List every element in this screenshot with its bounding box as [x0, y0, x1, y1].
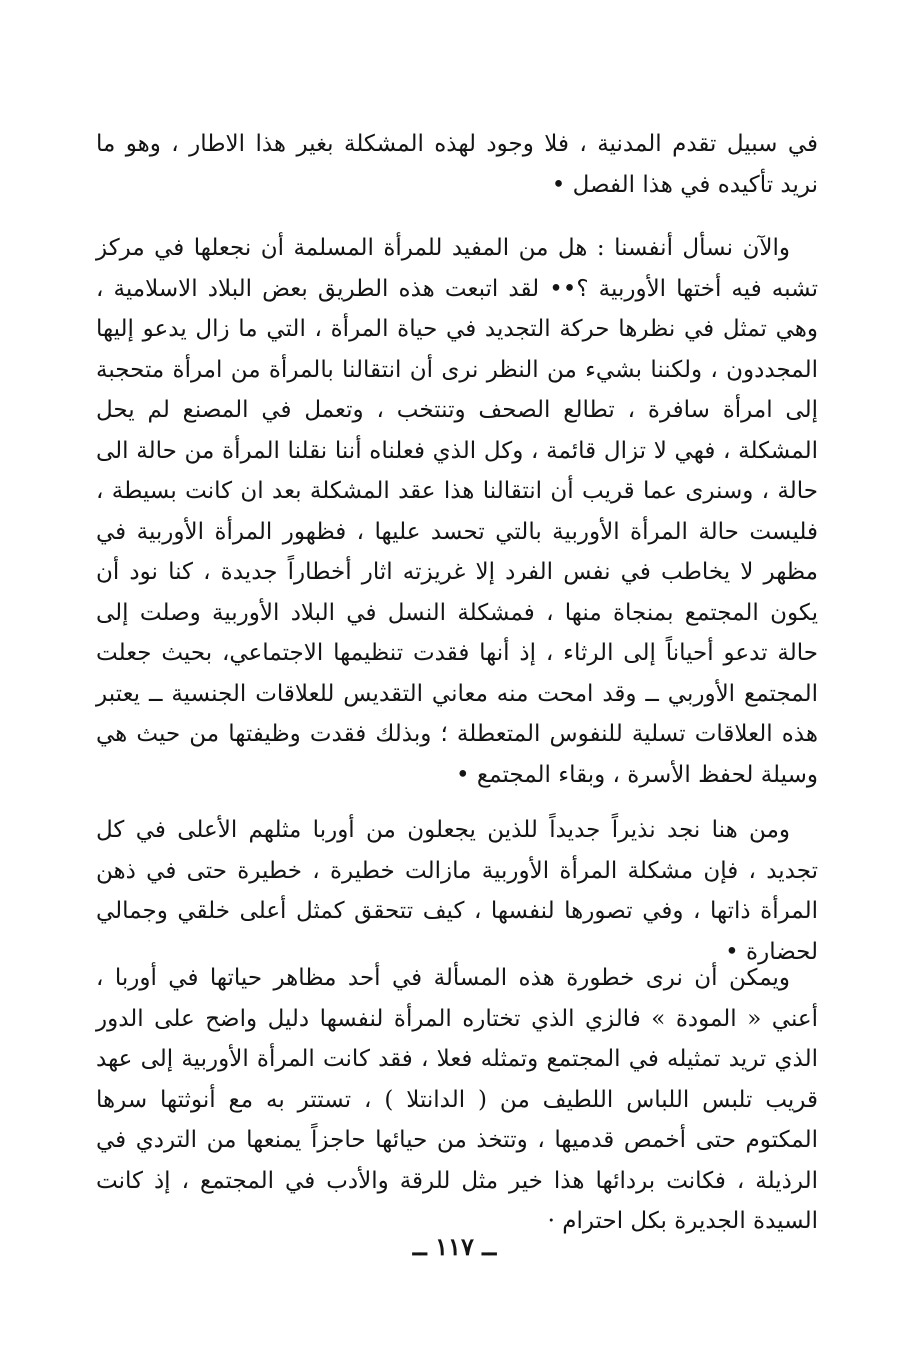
page-number: ــ ١١٧ ــ — [412, 1232, 497, 1261]
paragraph-continuation: في سبيل تقدم المدنية ، فلا وجود لهذه المشكلة بغير هذا الاطار ، وهو ما نريد تأكيده في هذا الفصل • — [96, 131, 818, 198]
paragraph-new-warning: ومن هنا نجد نذيراً جديداً للذين يجعلون من أوربا مثلهم الأعلى في كل تجديد ، فإن مشكلة المرأة الأوربية مازالت خطيرة ، خطيرة حتى في ذهن المرأة ذاتها ، وفي تصورها لنفسها ، كيف تتحقق كمثل أعلى خلقي وجمالي لحضارة • — [96, 817, 818, 965]
paragraph-european-woman-question: والآن نسأل أنفسنا : هل من المفيد للمرأة المسلمة أن نجعلها في مركز تشبه فيه أختها الأوربية ؟•• لقد اتبعت هذه الطريق بعض البلاد الاسلامية ، وهي تمثل في نظرها حركة التجديد في حياة المرأة ، التي ما زال يدعو إليها المجددون ، ولكننا بشيء من النظر نرى أن انتقالنا بالمرأة من امرأة متحجبة إلى امرأة سافرة ، تطالع الصحف وتنتخب ، وتعمل في المصنع لم يحل المشكلة ، فهي لا تزال قائمة ، وكل الذي فعلناه أننا نقلنا المرأة من حالة الى حالة ، وسنرى عما قريب أن انتقالنا هذا عقد المشكلة بعد ان كانت بسيطة ، فليست حالة المرأة الأوربية بالتي تحسد عليها ، فظهور المرأة الأوربية في مظهر لا يخاطب في نفس الفرد إلا غريزته اثار أخطاراً جديدة ، كنا نود أن يكون المجتمع بمنجاة منها ، فمشكلة النسل في البلاد الأوربية وصلت إلى حالة تدعو أحياناً إلى الرثاء ، إذ أنها فقدت تنظيمها الاجتماعي، بحيث جعلت المجتمع الأوربي ــ وقد امحت منه معاني التقديس للعلاقات الجنسية ــ يعتبر هذه العلاقات تسلية للنفوس المتعطلة ؛ وبذلك فقدت وظيفتها من حيث هي وسيلة لحفظ الأسرة ، وبقاء المجتمع • — [96, 235, 818, 788]
paragraph-fashion: ويمكن أن نرى خطورة هذه المسألة في أحد مظاهر حياتها في أوربا ، أعني « المودة » فالزي الذي تختاره المرأة لنفسها دليل واضح على الدور الذي تريد تمثيله في المجتمع وتمثله فعلا ، فقد كانت المرأة الأوربية إلى عهد قريب تلبس اللباس اللطيف من ( الدانتلا ) ، تستتر به مع أنوثتها سرها المكتوم حتى أخمص قدميها ، وتتخذ من حيائها حاجزاً يمنعها من التردي في الرذيلة ، فكانت بردائها هذا خير مثل للرقة والأدب في المجتمع ، إذ كانت السيدة الجديرة بكل احترام · — [96, 965, 818, 1234]
